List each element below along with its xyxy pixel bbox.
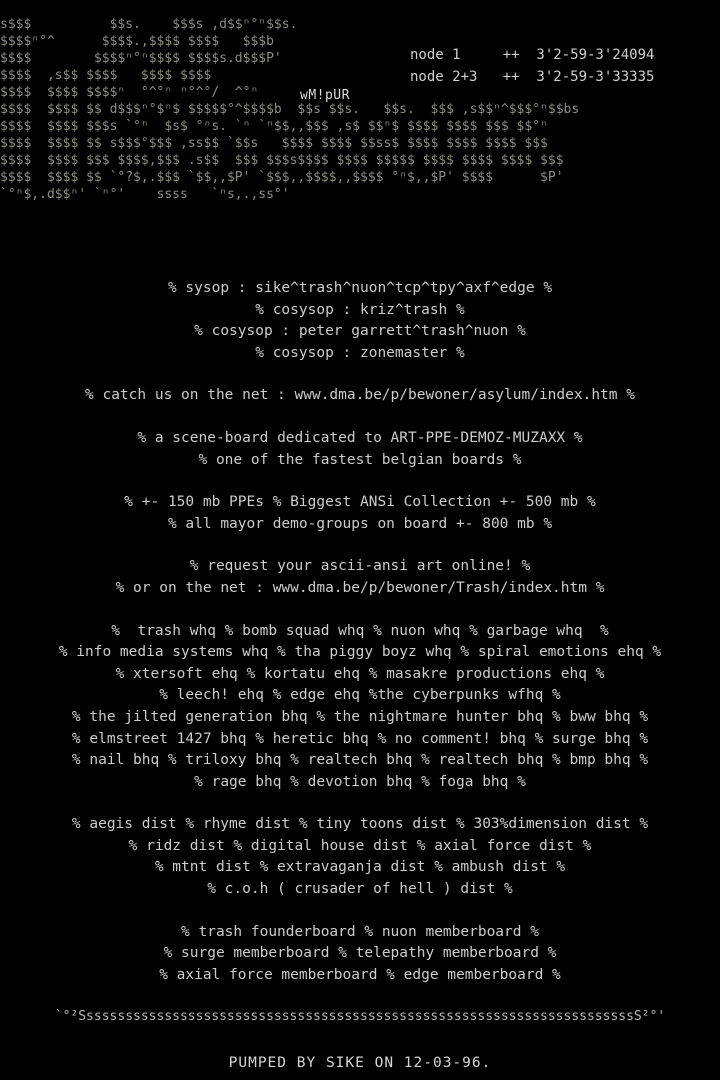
footer-credit: PUMPED BY SIKE ON 12-03-96. bbox=[228, 1055, 492, 1071]
staff-list bbox=[0, 278, 720, 364]
text-line: % elmstreet 1427 bhq % heretic bhq % no comment! bhq % surge bhq % bbox=[71, 730, 649, 747]
text-line: % or on the net : www.dma.be/p/bewoner/Trash/index.htm % bbox=[115, 579, 605, 596]
text-line: % axial force memberboard % edge memberboard % bbox=[159, 966, 561, 983]
ascii-logo-line: $$$$ $$$$ $$ s$$$°$$$ ,ss$$ `$$s $$$$ $$$$ $$ss$ $$$$ $$$$ $$$$ $$$ bbox=[0, 136, 548, 151]
ascii-logo-line: s$$$ $$s. $$$s ,d$$ⁿ°ⁿ$$s. bbox=[0, 17, 298, 32]
text-line: % xtersoft ehq % kortatu ehq % masakre productions ehq % bbox=[115, 665, 605, 682]
text-line: % leech! ehq % edge ehq %the cyberpunks wfhq % bbox=[159, 687, 561, 704]
text-line: % one of the fastest belgian boards % bbox=[198, 451, 522, 468]
bottom-separator: `°²SssssssssssssssssssssssssssssssssssssssssssssssssssssssssssssssssssssssS²°' bbox=[54, 1009, 666, 1024]
hq-list bbox=[0, 621, 720, 794]
text-line: % info media systems whq % tha piggy boyz whq % spiral emotions ehq % bbox=[58, 644, 662, 661]
text-line: % all mayor demo-groups on board +- 800 mb % bbox=[167, 515, 553, 532]
board-description bbox=[0, 428, 720, 471]
art-request bbox=[0, 556, 720, 599]
node-row: node 1 ++ 3'2-59-3'24094 bbox=[410, 47, 655, 63]
ascii-logo-line: `°ⁿ$,.d$$ⁿ' `ⁿ°' ssss `ⁿs,.,ss°' bbox=[0, 187, 290, 202]
text-line: % request your ascii-ansi art online! % bbox=[189, 558, 531, 575]
text-line: % nail bhq % triloxy bhq % realtech bhq % realtech bhq % bmp bhq % bbox=[71, 752, 649, 769]
text-line: % cosysop : peter garrett^trash^nuon % bbox=[194, 323, 526, 340]
ascii-logo-line: $$$$ $$$$ⁿ°ⁿ$$$$ $$$$s.d$$$P' bbox=[0, 51, 282, 66]
node-row: node 2+3 ++ 3'2-59-3'33335 bbox=[410, 69, 655, 85]
dist-list bbox=[0, 814, 720, 900]
text-line: % aegis dist % rhyme dist % tiny toons dist % 303%dimension dist % bbox=[71, 816, 649, 833]
ascii-logo-line: $$$$ $$$$ $$$ $$$$,$$$ .s$$ $$$ $$$s$$$$ $$$$ $$$$$ $$$$ $$$$ $$$$ $$$ bbox=[0, 153, 564, 168]
text-line: % trash founderboard % nuon memberboard % bbox=[181, 923, 539, 940]
ascii-logo-line: $$$$ ,s$$ $$$$ $$$$ $$$$ bbox=[0, 68, 212, 83]
text-line: % trash whq % bomb squad whq % nuon whq % garbage whq % bbox=[111, 622, 609, 639]
text-line: % catch us on the net : www.dma.be/p/bewoner/asylum/index.htm % bbox=[85, 387, 635, 404]
file-stats bbox=[0, 492, 720, 535]
text-line: % ridz dist % digital house dist % axial force dist % bbox=[128, 837, 592, 854]
memberboard-list bbox=[0, 922, 720, 987]
text-line: % cosysop : kriz^trash % bbox=[255, 301, 465, 318]
text-line: % a scene-board dedicated to ART-PPE-DEMOZ-MUZAXX % bbox=[137, 429, 583, 446]
text-line: % c.o.h ( crusader of hell ) dist % bbox=[207, 881, 513, 898]
node-info bbox=[410, 44, 654, 88]
ascii-logo-line: $$$$ $$$$ $$$s `°ⁿ $s$ °ⁿs. `ⁿ `ⁿ$$,,$$$ ,s$ $$ⁿ$ $$$$ $$$$ $$$ $$°ⁿ bbox=[0, 119, 548, 134]
artist-credit-tag: wM!pUR bbox=[300, 88, 350, 103]
text-line: % sysop : sike^trash^nuon^tcp^tpy^axf^edge % bbox=[167, 280, 553, 296]
ascii-logo-line: $$$$ $$$$ $$$$ⁿ °^°ⁿ ⁿ°^°/ ^°ⁿ bbox=[0, 85, 259, 100]
ascii-logo-line: $$$$ $$$$ $$ `°?$,.$$$ `$$,,$P' `$$$,,$$$$,,$$$$ °ⁿ$,,$P' $$$$ $P' bbox=[0, 170, 564, 185]
text-line: % +- 150 mb PPEs % Biggest ANSi Collection +- 500 mb % bbox=[124, 494, 596, 511]
text-line: % rage bhq % devotion bhq % foga bhq % bbox=[194, 773, 526, 790]
text-line: % mtnt dist % extravaganja dist % ambush dist % bbox=[154, 859, 566, 876]
web-link bbox=[0, 385, 720, 407]
ascii-logo-line: $$$$ⁿ°^ $$$$.,$$$$ $$$$ $$$b bbox=[0, 34, 274, 49]
text-line: % cosysop : zonemaster % bbox=[255, 344, 465, 361]
bbs-info-text bbox=[0, 278, 720, 986]
text-line: % the jilted generation bhq % the nightmare hunter bhq % bww bhq % bbox=[71, 708, 649, 725]
ascii-logo-line: $$$$ $$$$ $$ d$$$ⁿ°$ⁿ$ $$$$$°^$$$$b $$s $$s. $$s. $$$ ,s$$ⁿ^$$$°ⁿ$$bs bbox=[0, 102, 580, 117]
text-line: % surge memberboard % telepathy memberboard % bbox=[163, 945, 557, 962]
